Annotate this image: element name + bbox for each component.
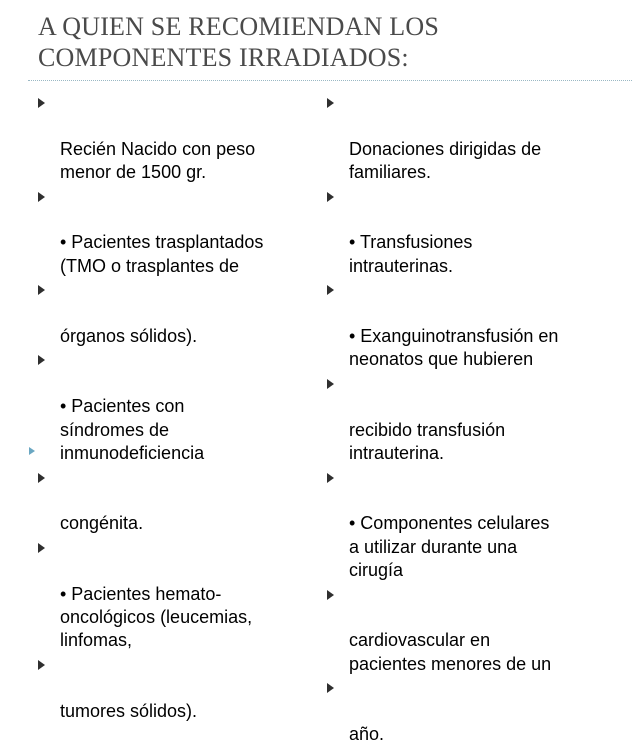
list-item [327,583,627,677]
bullet-icon [327,683,334,693]
bullet-icon [327,98,334,108]
list-item [38,536,308,653]
list-item-text: recibido transfusión intrauterina. [349,419,506,464]
title-divider [28,80,632,81]
list-item-text: • Exanguinotransfusión en neonatos que hubieren [349,326,559,370]
list-item-text: cardiovascular en pacientes menores de un [349,630,552,674]
list-item-text: Donaciones dirigidas de familiares. [349,138,542,183]
bullet-icon [38,355,45,365]
list-item [38,348,308,465]
list-item [38,185,308,279]
list-item [38,466,308,536]
bullet-icon [38,285,45,295]
list-item [327,466,627,583]
list-item [327,278,627,372]
slide-title: A QUIEN SE RECOMIENDAN LOS COMPONENTES IRRADIADOS: [38,12,439,72]
list-item [38,278,308,348]
left-bullet-list [38,91,308,723]
list-item-text: • Pacientes con síndromes de inmunodeficiencia [60,396,205,464]
bullet-icon [38,543,45,553]
list-item-text: • Transfusiones intrauterinas. [349,232,473,276]
bullet-icon [327,473,334,483]
list-item-text: Recién Nacido con peso menor de 1500 gr. [60,138,256,183]
list-item [327,676,627,746]
list-item-text: órganos sólidos). [60,326,198,347]
list-item [38,653,308,723]
bullet-icon [327,192,334,202]
list-item-text: • Componentes celulares a utilizar durante una cirugía [349,513,550,581]
bullet-icon [327,285,334,295]
list-item-text: tumores sólidos). [60,700,198,721]
bullet-icon [327,590,334,600]
list-item [327,91,627,185]
list-item-text: • Pacientes hemato- oncológicos (leucemias, linfomas, [60,583,253,651]
empty-bullet-icon [29,447,35,455]
bullet-icon [38,192,45,202]
bullet-icon [38,98,45,108]
bullet-icon [327,379,334,389]
bullet-icon [38,660,45,670]
right-bullet-list [327,91,627,746]
bullet-icon [38,473,45,483]
list-item [327,185,627,279]
list-item-text: congénita. [60,513,144,534]
list-item-text: año. [349,723,385,744]
list-item [38,91,308,185]
list-item [327,372,627,466]
list-item-text: • Pacientes trasplantados (TMO o trasplantes de [60,232,264,276]
